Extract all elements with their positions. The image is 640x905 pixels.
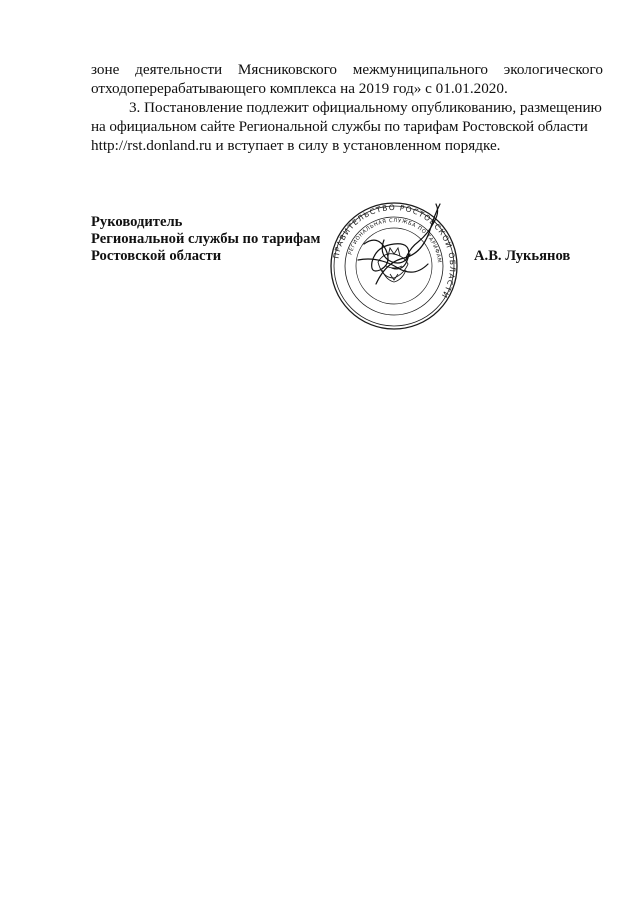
position-line-1: Руководитель [91, 214, 183, 230]
word: Мясниковского [237, 61, 338, 78]
stamp-outer-text: ПРАВИТЕЛЬСТВО РОСТОВСКОЙ ОБЛАСТИ [331, 202, 458, 301]
signatory-name: А.В. Лукьянов [474, 248, 571, 264]
word: экологического [503, 61, 603, 78]
stamp-inner-text: РЕГИОНАЛЬНАЯ СЛУЖБА ПО ТАРИФАМ [347, 217, 442, 264]
paragraph-3-line-3: http://rst.donland.ru и вступает в силу в установленном порядке. [91, 137, 501, 154]
official-seal-stamp [328, 200, 460, 332]
word: межмуниципального [352, 61, 489, 78]
document-body [91, 60, 603, 155]
paragraph-tail-line-1 [91, 60, 603, 79]
paragraph-tail-line-2: отходоперерабатывающего комплекса на 2019 год» с 01.01.2020. [91, 80, 508, 97]
word: зоне [91, 61, 120, 78]
position-line-3: Ростовской области [91, 248, 222, 264]
position-line-2: Региональной службы по тарифам [91, 231, 321, 247]
signatory-position [91, 214, 320, 265]
paragraph-3-line-1: 3. Постановление подлежит официальному опубликованию, размещению [129, 99, 602, 116]
paragraph-3-line-2: на официальном сайте Региональной службы по тарифам Ростовской области [91, 118, 588, 135]
svg-text:РЕГИОНАЛЬНАЯ СЛУЖБА ПО ТАРИФАМ [348, 218, 442, 264]
word: деятельности [135, 61, 223, 78]
